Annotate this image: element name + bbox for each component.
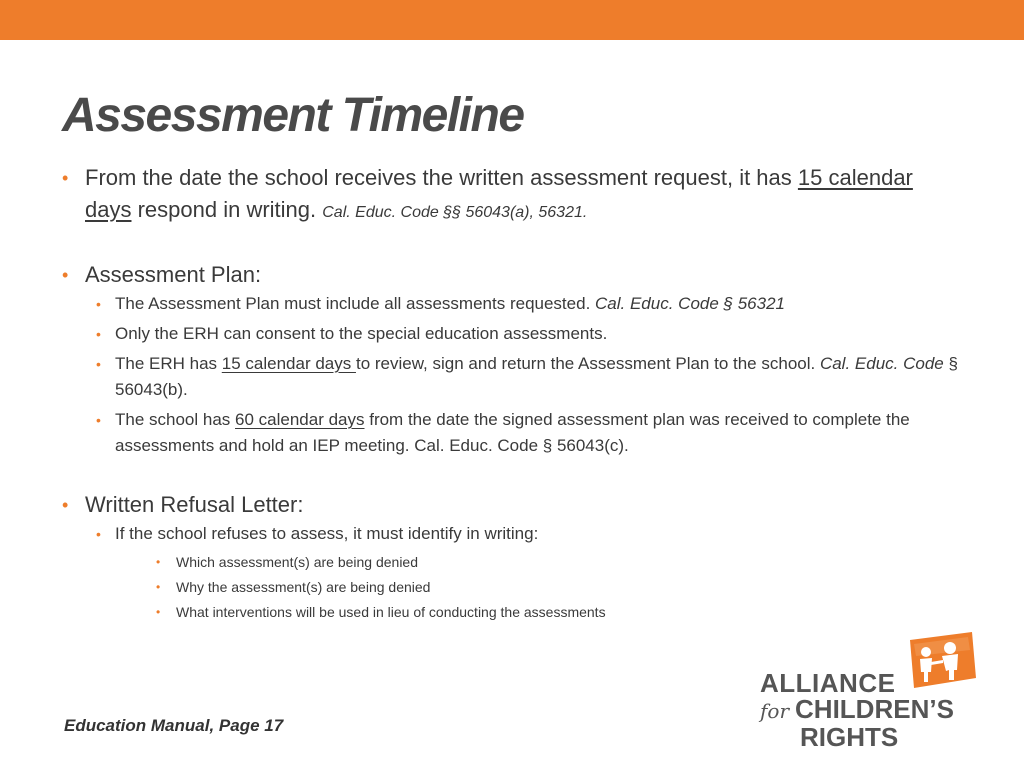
citation: Cal. Educ. Code §§ 56043(a), 56321. <box>322 204 588 221</box>
citation: Cal. Educ. Code § 56321 <box>595 294 785 313</box>
slide-content <box>62 162 962 626</box>
logo-text-alliance: ALLIANCE <box>760 668 896 698</box>
refusal-subitem: • Why the assessment(s) are being denied <box>62 576 962 598</box>
slide-title: Assessment Timeline <box>62 89 524 142</box>
plan-item: • The school has 60 calendar days from the date the signed assessment plan was received to complete the assessments and hold an IEP meeting. Cal. Educ. Code § 56043(c). <box>62 407 962 459</box>
logo-text-rights: RIGHTS <box>800 722 899 752</box>
citation: Cal. Educ. Code <box>819 354 944 373</box>
top-accent-bar <box>0 0 1024 40</box>
refusal-subitem: • Which assessment(s) are being denied <box>62 551 962 573</box>
plan-item: • The ERH has 15 calendar days to review, sign and return the Assessment Plan to the school. Cal. Educ. Code § 56043(b). <box>62 351 962 403</box>
alliance-logo <box>756 628 986 752</box>
logo-text-childrens: CHILDREN’S <box>795 694 954 724</box>
refusal-subitem: • What interventions will be used in lieu of conducting the assessments <box>62 601 962 623</box>
underline-15-days: 15 calendar days <box>85 165 913 222</box>
plan-item: • Only the ERH can consent to the special education assessments. <box>62 321 962 347</box>
underline-60-days: 60 calendar days <box>235 410 365 429</box>
bullet-written-refusal: • Written Refusal Letter: <box>62 489 962 521</box>
bullet-assessment-plan: • Assessment Plan: <box>62 259 962 291</box>
footer-citation: Education Manual, Page 17 <box>64 716 284 735</box>
refusal-item: • If the school refuses to assess, it must identify in writing: <box>62 521 962 547</box>
underline-15-days: 15 calendar days <box>221 354 356 373</box>
plan-item: • The Assessment Plan must include all assessments requested. Cal. Educ. Code § 56321 <box>62 291 962 317</box>
logo-text-for: for <box>760 699 790 723</box>
bullet-response-deadline: • From the date the school receives the written assessment request, it has 15 calendar days respond in writing. Cal. Educ. Code §§ 56043(a), 56321. <box>62 162 962 229</box>
